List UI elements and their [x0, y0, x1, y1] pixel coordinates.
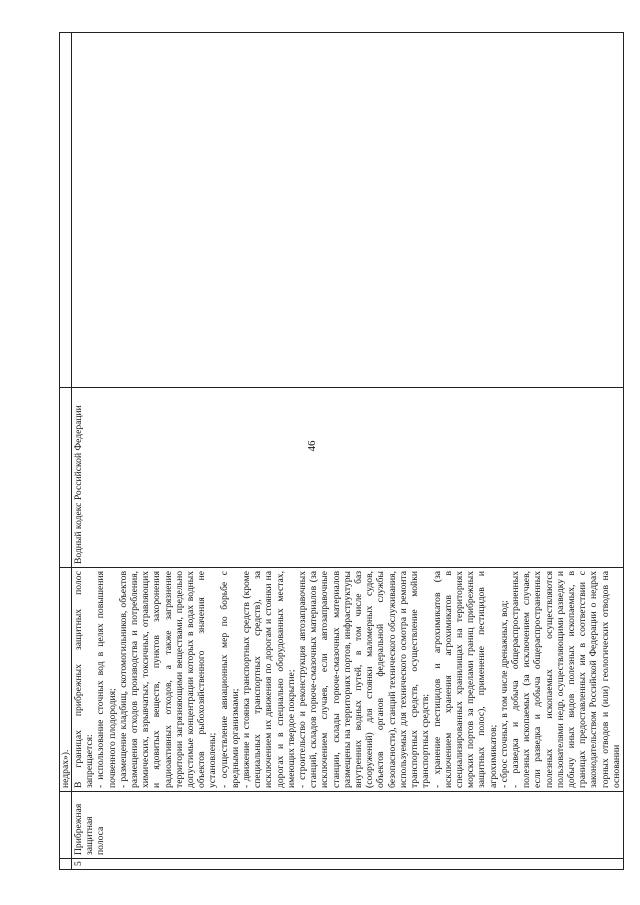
prev-cell-empty	[60, 33, 72, 388]
page-number: 46	[306, 440, 318, 452]
cell-row-number: 5	[72, 859, 624, 870]
prev-cell-restrictions: недрах»).	[60, 568, 72, 792]
restriction-item: - хранение пестицидов и агрохимикатов (за исключением хранения агрохимикатов в специализированных хранилищах на территориях морских портов за пределами границ прибрежных защитных полос), применение пестицидов и агрохимикатов;	[431, 571, 499, 788]
cell-legal-basis: Водный кодекс Российской Федерации	[72, 388, 624, 568]
zones-table-container	[59, 32, 622, 870]
restriction-item: - осуществление авиационных мер по борьбе с вредными организмами;	[218, 571, 241, 788]
restriction-item: - размещение кладбищ, скотомогильников, объектов размещения отходов производства и потребления, химических, взрывчатых, токсичных, отравляющих и ядовитых веществ, пунктов захоронения радиоактивных отходов, а также загрязнение территории загрязняющими веществами, предельно допустимые концентрации которых в водах водных объектов рыбохозяйственного значения не установлены;	[117, 571, 219, 788]
prev-cell-basis	[60, 388, 72, 568]
restriction-item: - разведка и добыча общераспространенных полезных ископаемых (за исключением случаев, если разведка и добыча общераспространенных полезных ископаемых осуществляются пользователями недр, осуществляющими разведку и добычу иных видов полезных ископаемых, в границах предоставленных им в соответствии с законодательством Российской Федерации о недрах горных отводов и (или) геологических отводов на основании	[509, 571, 622, 788]
table-row	[72, 33, 624, 870]
table-row-previous-continuation	[60, 33, 72, 870]
zones-table	[59, 32, 624, 870]
cell-zone-name: Прибрежная защитная полоса	[72, 792, 624, 859]
restriction-item: - движение и стоянка транспортных средств (кроме специальных транспортных средств), за исключением их движения по дорогам и стоянки на дорогах и в специально оборудованных местах, имеющих твердое покрытие;	[241, 571, 297, 788]
restriction-item: - использование сточных вод в целях повышения почвенного плодородия;	[95, 571, 118, 788]
prev-cell-num	[60, 859, 72, 870]
restriction-intro: В границах прибрежных защитных полос запрещается:	[73, 571, 96, 788]
cell-empty	[72, 33, 624, 388]
restriction-item: - строительство и реконструкция автозаправочных станций, складов горюче-смазочных материалов (за исключением случаев, если автозаправочные станции, склады горюче-смазочных материалов размещены на территориях портов, инфраструктуры внутренних водных путей, в том числе баз (сооружений) для стоянки маломерных судов, объектов органов федеральной службы безопасности), станций технического обслуживания, используемых для технического осмотра и ремонта транспортных средств, осуществление мойки транспортных средств;	[297, 571, 432, 788]
prev-cell-zone	[60, 792, 72, 859]
restriction-item: - сброс сточных, в том числе дренажных, вод;	[498, 600, 510, 788]
cell-restrictions	[72, 568, 624, 792]
